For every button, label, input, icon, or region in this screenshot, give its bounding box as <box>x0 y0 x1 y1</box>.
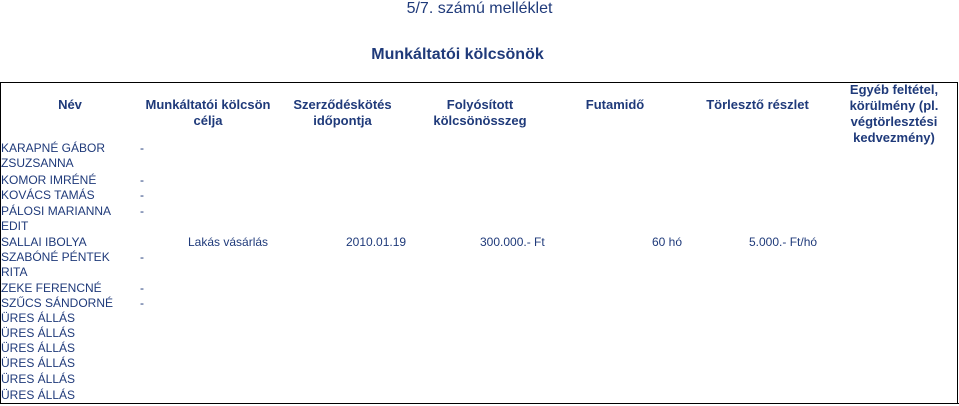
header-name: Név <box>58 97 82 112</box>
cell-term: 60 hó <box>652 235 683 249</box>
row-dash: - <box>140 141 144 155</box>
row-name: PÁLOSI MARIANNA EDIT <box>1 204 111 233</box>
row-name: SALLAI IBOLYA <box>1 235 87 249</box>
cell-purpose: Lakás vásárlás <box>188 235 269 249</box>
row-name: SZŰCS SÁNDORNÉ <box>1 296 114 310</box>
row-dash: - <box>140 204 144 218</box>
row-name: KOVÁCS TAMÁS <box>1 188 95 202</box>
row-dash: - <box>140 281 144 295</box>
header-installment: Törlesztő részlet <box>706 97 809 112</box>
row-dash: - <box>140 296 144 310</box>
row-name: KOMOR IMRÉNÉ <box>1 173 97 187</box>
row-name: ÜRES ÁLLÁS <box>1 311 76 325</box>
header-term: Futamidő <box>585 97 645 112</box>
row-dash: - <box>140 188 144 202</box>
header-contract-date: Szerződéskötés időpontja <box>293 97 392 128</box>
row-name: ÜRES ÁLLÁS <box>1 356 76 370</box>
row-name: SZABÓNÉ PÉNTEK RITA <box>1 250 110 279</box>
cell-installment: 5.000.- Ft/hó <box>749 235 818 249</box>
cell-amount: 300.000.- Ft <box>480 235 545 249</box>
table-title: Munkáltatói kölcsönök <box>371 46 544 63</box>
row-dash: - <box>140 173 144 187</box>
annex-title: 5/7. számú melléklet <box>406 0 553 17</box>
row-name: ÜRES ÁLLÁS <box>1 388 76 402</box>
row-name: ZEKE FERENCNÉ <box>1 281 102 295</box>
row-name: ÜRES ÁLLÁS <box>1 372 76 386</box>
cell-contract-date: 2010.01.19 <box>346 235 407 249</box>
header-purpose: Munkáltatói kölcsön célja <box>145 97 271 128</box>
row-name: KARAPNÉ GÁBOR ZSUZSANNA <box>1 141 106 170</box>
row-dash: - <box>140 250 144 264</box>
header-amount: Folyósított kölcsönösszeg <box>433 97 527 128</box>
row-name: ÜRES ÁLLÁS <box>1 341 76 355</box>
header-other: Egyéb feltétel, körülmény (pl. végtörlesztési kedvezmény) <box>849 82 939 145</box>
table-bottom-border <box>0 403 959 404</box>
row-name: ÜRES ÁLLÁS <box>1 326 76 340</box>
